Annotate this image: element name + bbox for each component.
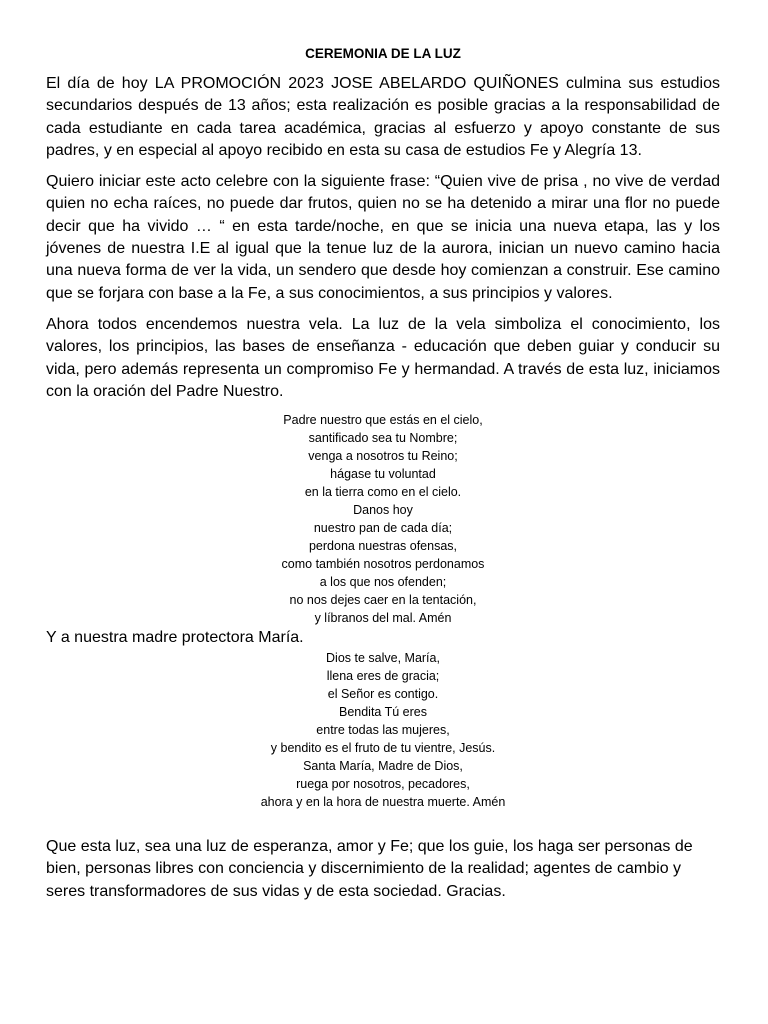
- ave-maria-prayer: [46, 649, 720, 811]
- prayer-line: perdona nuestras ofensas,: [308, 539, 458, 554]
- prayer-line: y bendito es el fruto de tu vientre, Jesús.: [270, 741, 496, 756]
- prayer-line: llena eres de gracia;: [326, 669, 440, 684]
- paragraph-candle: Ahora todos encendemos nuestra vela. La luz de la vela simboliza el conocimiento, los valores, los principios, las bases de enseñanza - educación que deben guiar y conducir su vida, pero además representa un compromiso Fe y hermandad. A través de esta luz, iniciamos con la oración del Padre Nuestro.: [46, 315, 720, 400]
- prayer-line: entre todas las mujeres,: [316, 723, 450, 738]
- paragraph-quote: Quiero iniciar este acto celebre con la siguiente frase: “Quien vive de prisa , no vive de verdad quien no echa raíces, no puede dar frutos, quien no se ha detenido a mirar una flor no puede decir que ha vivido … “ en esta tarde/noche, en que se inicia una nueva etapa, las y los jóvenes de nuestra I.E al igual que la tenue luz de la aurora, inician un nuevo camino hacia una nueva forma de ver la vida, un sendero que desde hoy comienzan a construir. Ese camino que se forjara con base a la Fe, a sus conocimientos, a sus principios y valores.: [46, 173, 720, 302]
- document-title: CEREMONIA DE LA LUZ: [305, 46, 461, 61]
- spacer: [46, 811, 720, 836]
- paragraph-intro: El día de hoy LA PROMOCIÓN 2023 JOSE ABELARDO QUIÑONES culmina sus estudios secundarios después de 13 años; esta realización es posible gracias a la responsabilidad de cada estudiante en cada tarea académica, gracias al esfuerzo y apoyo constante de sus padres, y en especial al apoyo recibido en esta su casa de estudios Fe y Alegría 13.: [46, 75, 720, 159]
- maria-intro: Y a nuestra madre protectora María.: [46, 629, 304, 647]
- prayer-line: Padre nuestro que estás en el cielo,: [283, 413, 483, 428]
- prayer-line: como también nosotros perdonamos: [281, 557, 485, 572]
- padre-nuestro-prayer: [46, 411, 720, 627]
- prayer-line: en la tierra como en el cielo.: [304, 485, 462, 500]
- prayer-line: Danos hoy: [353, 503, 413, 518]
- prayer-line: venga a nosotros tu Reino;: [308, 449, 458, 464]
- document-page: [46, 44, 720, 912]
- prayer-line: no nos dejes caer en la tentación,: [289, 593, 477, 608]
- closing-paragraph: Que esta luz, sea una luz de esperanza, amor y Fe; que los guie, los haga ser personas de bien, personas libres con conciencia y discernimiento de la realidad; agentes de cambio y seres transformadores de sus vidas y de esta sociedad. Gracias.: [46, 838, 693, 900]
- prayer-line: Bendita Tú eres: [338, 705, 428, 720]
- prayer-line: Santa María, Madre de Dios,: [303, 759, 463, 774]
- prayer-line: el Señor es contigo.: [327, 687, 439, 702]
- prayer-line: ahora y en la hora de nuestra muerte. Amén: [260, 795, 506, 810]
- prayer-line: santificado sea tu Nombre;: [308, 431, 458, 446]
- prayer-line: hágase tu voluntad: [330, 467, 436, 482]
- prayer-line: nuestro pan de cada día;: [313, 521, 453, 536]
- prayer-line: ruega por nosotros, pecadores,: [296, 777, 470, 792]
- prayer-line: Dios te salve, María,: [326, 651, 440, 666]
- prayer-line: a los que nos ofenden;: [319, 575, 447, 590]
- prayer-line: y líbranos del mal. Amén: [314, 611, 452, 626]
